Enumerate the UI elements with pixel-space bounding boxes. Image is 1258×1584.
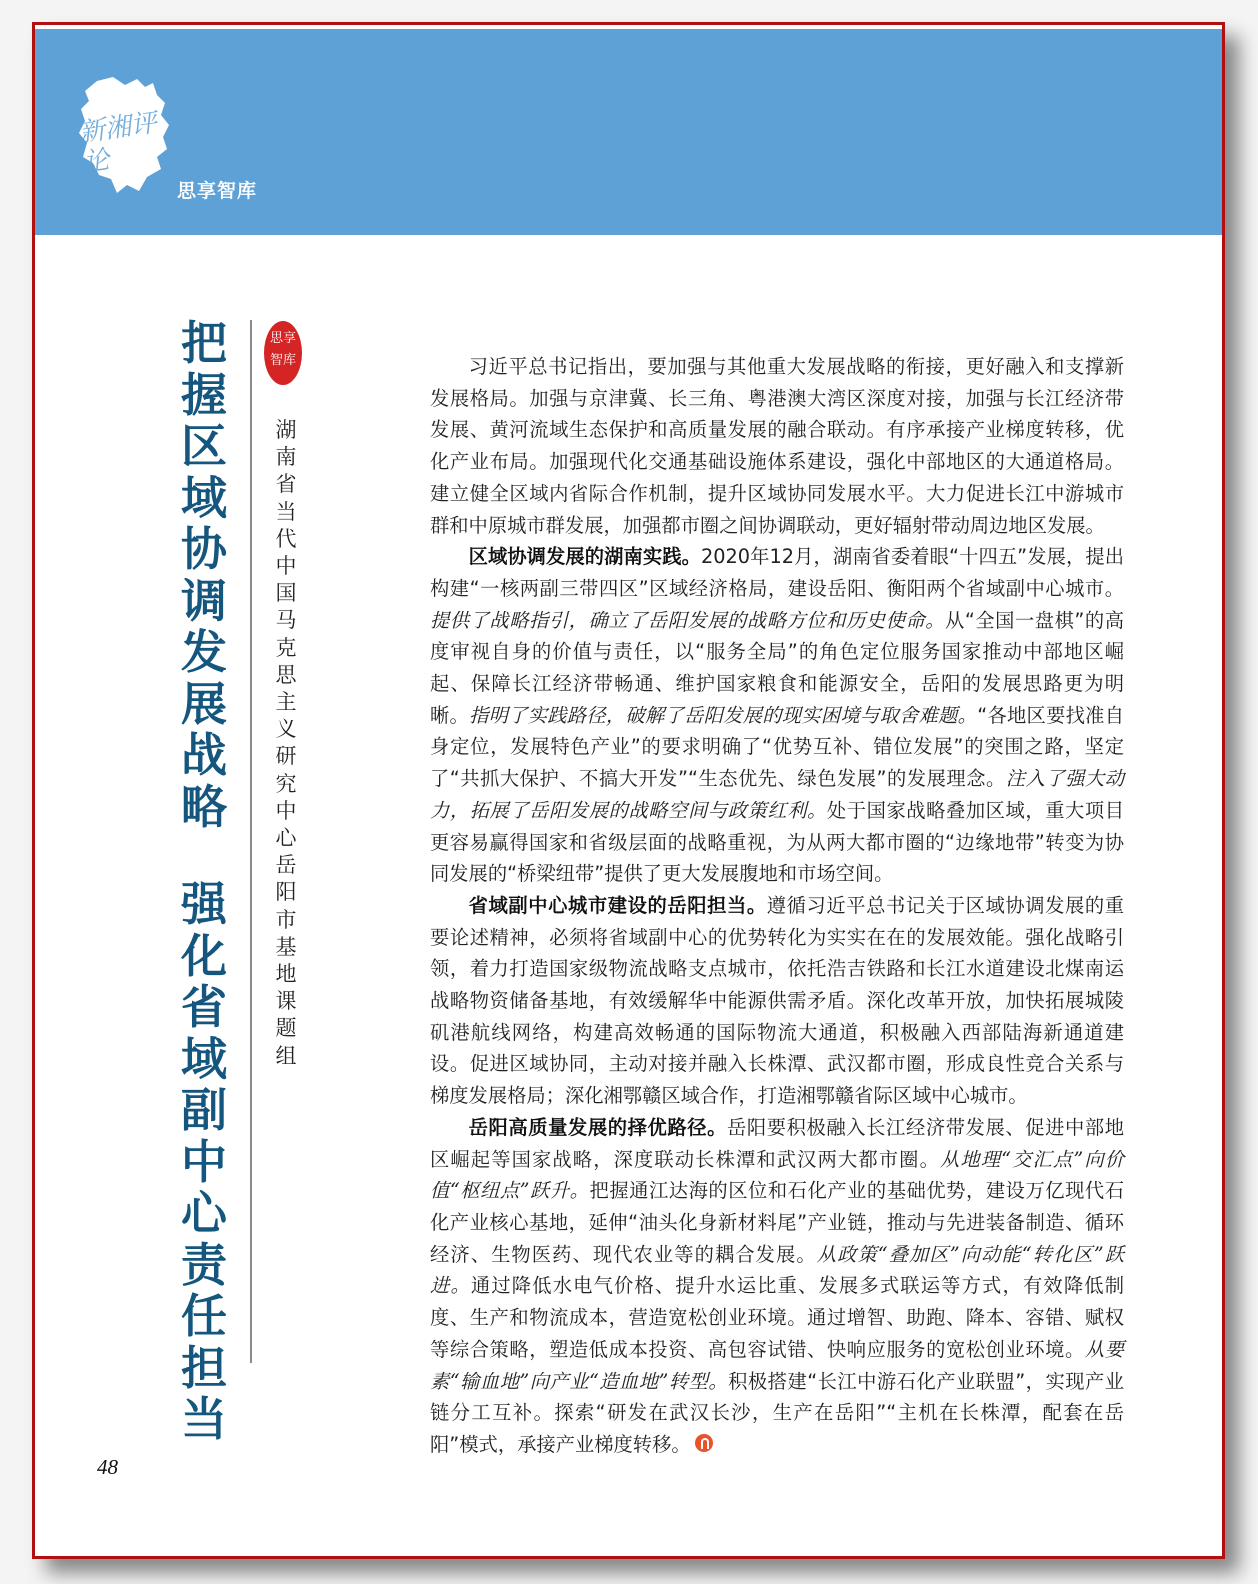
think-tank-seal-icon <box>263 320 303 386</box>
paragraph-heading: 岳阳高质量发展的择优路径。 <box>468 1115 728 1139</box>
article-title <box>177 318 231 1446</box>
title-divider-line <box>250 320 252 1363</box>
paragraph-heading: 省域副中心城市建设的岳阳担当。 <box>468 893 767 917</box>
emphasis-text: 注入了强大动力，拓展了岳阳发展的战略空间与政策红利。 <box>430 767 1125 822</box>
svg-text:思享: 思享 <box>269 331 297 346</box>
paragraph-intro: 习近平总书记指出，要加强与其他重大发展战略的衔接，更好融入和支撑新发展格局。加强与京津冀、长三角、粤港澳大湾区深度对接，加强与长江经济带发展、黄河流域生态保护和高质量发展的融合联动。有序承接产业梯度转移，优化产业布局。加强现代化交通基础设施体系建设，强化中部地区的大通道格局。建立健全区域内省际合作机制，提升区域协同发展水平。大力促进长江中游城市群和中原城市群发展，加强都市圈之间协调联动，更好辐射带动周边地区发展。 <box>430 355 1124 537</box>
emphasis-text: 从政策“叠加区”向动能“转化区”跃进。 <box>430 1242 1124 1298</box>
article-end-icon <box>695 1434 713 1452</box>
paragraph-hunan-practice: 区域协调发展的湖南实践。2020年12月，湖南省委着眼“十四五”发展，提出构建“一核两副三带四区”区域经济格局，建设岳阳、衡阳两个省域副中心城市。提供了战略指引，确立了岳阳发展的战略方位和历史使命。从“全国一盘棋”的高度审视自身的价值与责任，以“服务全局”的角色定位服务国家推动中部地区崛起、保障长江经济带畅通、维护国家粮食和能源安全，岳阳的发展思路更为明晰。指明了实践路径，破解了岳阳发展的现实困境与取舍难题。“各地区要找准自身定位，发展特色产业”的要求明确了“优势互补、错位发展”的突围之路，坚定了“共抓大保护、不搞大开发”“生态优先、绿色发展”的发展理念。注入了强大动力，拓展了岳阳发展的战略空间与政策红利。处于国家战略叠加区域，重大项目更容易赢得国家和省级层面的战略重视，为从两大都市圈的“边缘地带”转变为协同发展的“桥梁纽带”提供了更大发展腹地和市场空间。 <box>430 545 1125 886</box>
magazine-logo <box>75 73 185 193</box>
title-line-2: 强 化 省 域 副 中 心 责 任 担 当 <box>181 877 227 1446</box>
paragraph-yueyang-role: 省域副中心城市建设的岳阳担当。遵循习近平总书记关于区域协调发展的重要论述精神，必须将省域副中心的优势转化为实实在在的发展效能。强化战略引领，着力打造国家级物流战略支点城市，依托浩吉铁路和长江水道建设北煤南运战略物资储备基地，有效缓解华中能源供需矛盾。深化改革开放，加快拓展城陵矶港航线网络，构建高效畅通的国际物流大通道，积极融入西部陆海新通道建设。促进区域协同，主动对接并融入长株潭、武汉都市圈，形成良性竞合关系与梯度发展格局；深化湘鄂赣区域合作，打造湘鄂赣省际区域中心城市。 <box>430 893 1125 1108</box>
emphasis-text: 从地理“交汇点”向价值“枢纽点”跃升。 <box>430 1147 1125 1203</box>
article-body <box>430 351 1124 1461</box>
magazine-page <box>32 22 1225 1559</box>
paragraph-heading: 区域协调发展的湖南实践。 <box>468 545 701 569</box>
svg-text:智库: 智库 <box>269 353 297 368</box>
emphasis-text: 提供了战略指引，确立了岳阳发展的战略方位和历史使命。 <box>430 608 946 632</box>
paragraph-development-path: 岳阳高质量发展的择优路径。岳阳要积极融入长江经济带发展、促进中部地区崛起等国家战略，深度联动长株潭和武汉两大都市圈。从地理“交汇点”向价值“枢纽点”跃升。把握通江达海的区位和石化产业的基础优势，建设万亿现代石化产业核心基地，延伸“油头化身新材料尾”产业链，推动与先进装备制造、循环经济、生物医药、现代农业等的耦合发展。从政策“叠加区”向动能“转化区”跃进。通过降低水电气价格、提升水运比重、发展多式联运等方式，有效降低制度、生产和物流成本，营造宽松创业环境。通过增智、助跑、降本、容错、赋权等综合策略，塑造低成本投资、高包容试错、快响应服务的宽松创业环境。从要素“输血地”向产业“造血地”转型。积极搭建“长江中游石化产业联盟”，实现产业链分工互补。探索“研发在武汉长沙，生产在岳阳”“主机在长株潭，配套在岳阳”模式，承接产业梯度转移。 <box>430 1115 1125 1456</box>
page-number: 48 <box>97 1455 118 1479</box>
author-byline: 湖 南 省 当 代 中 国 马 克 思 主 义 研 究 中 心 岳 阳 市 基 地 课 题 组 <box>275 418 297 1068</box>
page-header-banner <box>35 29 1222 235</box>
emphasis-text: 从要素“输血地”向产业“造血地”转型。 <box>430 1337 1125 1393</box>
emphasis-text: 指明了实践路径，破解了岳阳发展的现实困境与取舍难题。 <box>469 703 978 727</box>
logo-script-text: 新湘评论 <box>77 108 159 179</box>
title-line-1: 把 握 区 域 协 调 发 展 战 略 <box>181 316 227 834</box>
section-label: 思享智库 <box>177 180 258 202</box>
